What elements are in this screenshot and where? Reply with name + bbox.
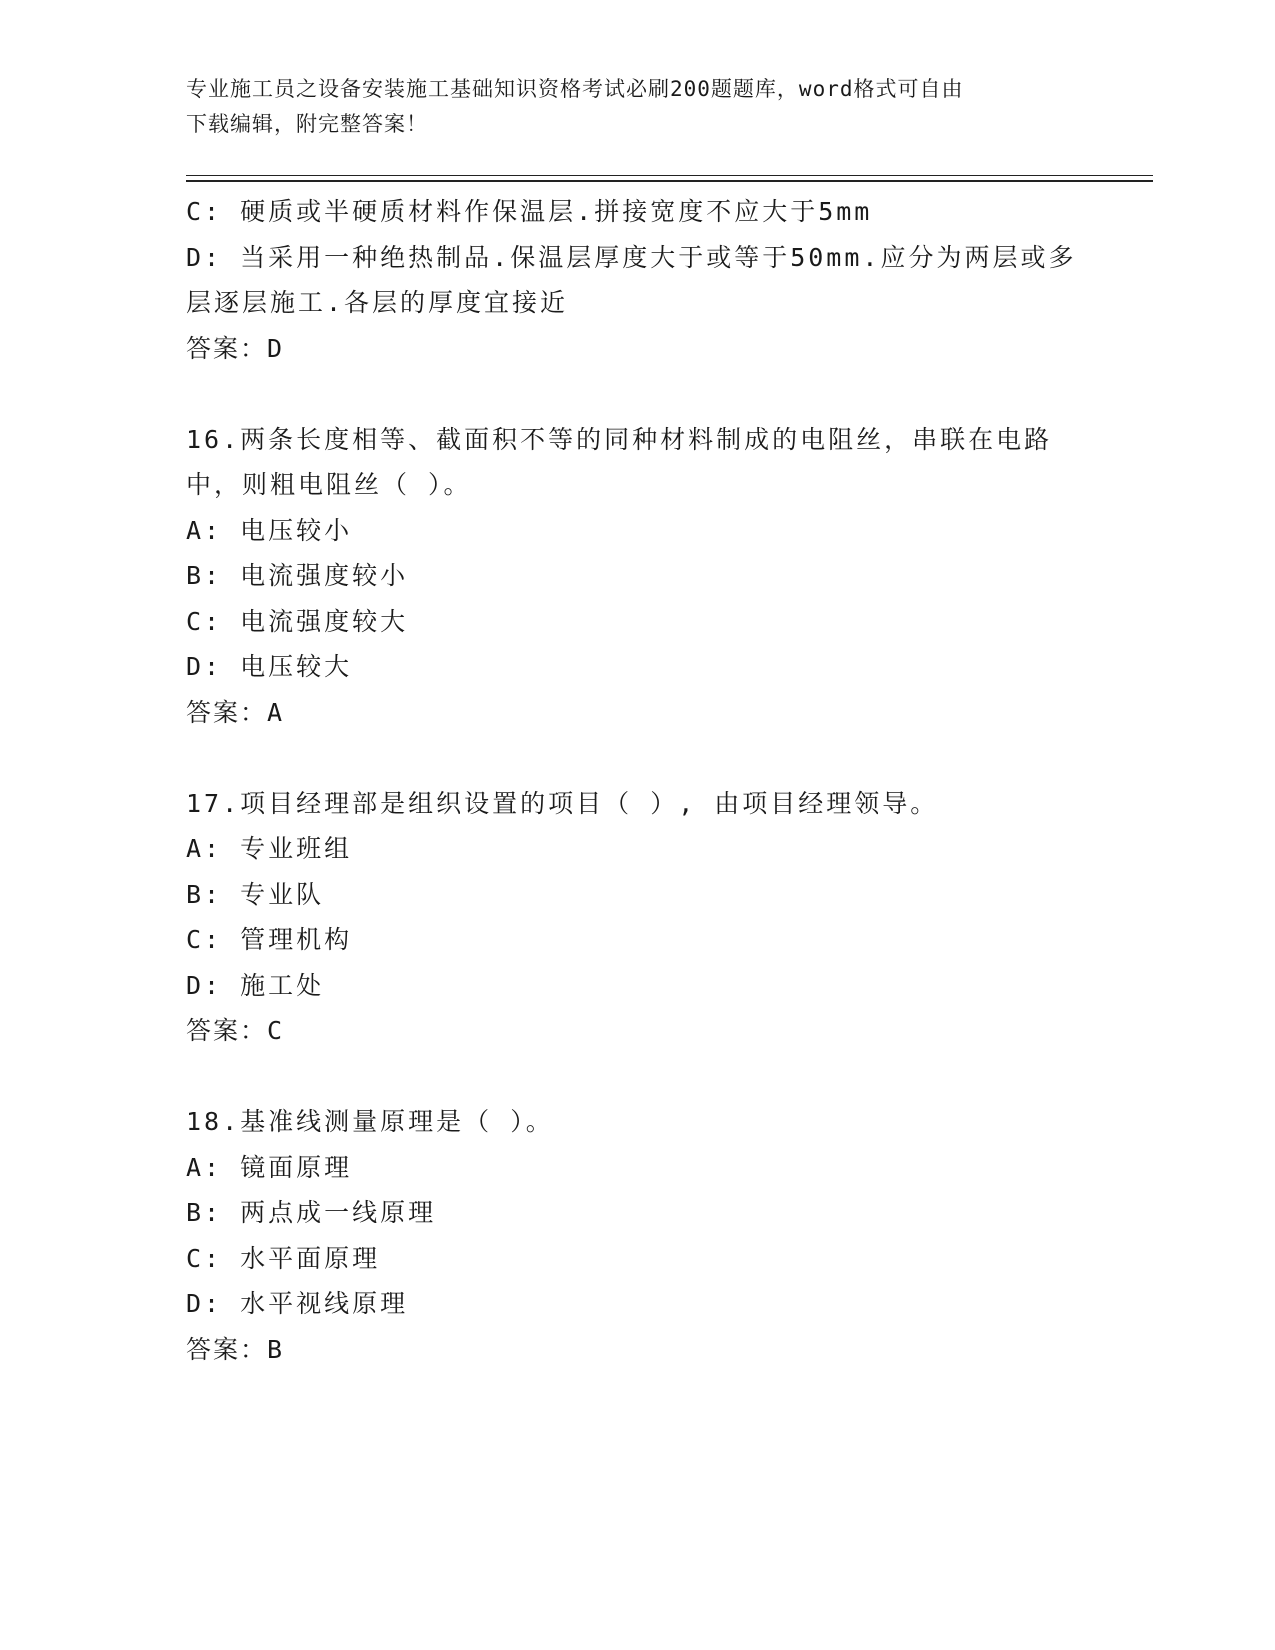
option-d: D: 施工处 [186,970,325,1000]
option-d: D: 电压较大 [186,652,353,681]
header-divider-thin [186,175,1153,176]
answer: 答案：B [186,1334,285,1364]
question-content [186,189,1086,1372]
question-stem-line-1: 16.两条长度相等、截面积不等的同种材料制成的电阻丝，串联在电路 [186,424,1053,454]
option-b: B: 两点成一线原理 [186,1198,437,1227]
option-d-line-2: 层逐层施工.各层的厚度宜接近 [186,288,569,317]
option-d: D: 水平视线原理 [186,1289,409,1318]
question-15-continuation [186,189,1086,371]
option-b: B: 专业队 [186,879,325,909]
option-c: C: 水平面原理 [186,1243,381,1273]
question-16 [186,417,1086,736]
option-b: B: 电流强度较小 [186,561,409,590]
header-line-2: 下载编辑，附完整答案！ [186,112,428,136]
answer: 答案：D [186,333,285,363]
answer: 答案：A [186,697,285,727]
option-d-line-1: D: 当采用一种绝热制品.保温层厚度大于或等于50mm.应分为两层或多 [186,242,1077,272]
option-c: C: 硬质或半硬质材料作保温层.拼接宽度不应大于5mm [186,197,873,226]
header-divider-thick [186,180,1153,182]
question-18 [186,1099,1086,1372]
spacer [186,735,1086,781]
option-c: C: 电流强度较大 [186,606,409,636]
spacer [186,371,1086,417]
question-stem-line-2: 中，则粗电阻丝（ ）。 [186,470,472,499]
question-stem: 18.基准线测量原理是（ ）。 [186,1107,554,1136]
spacer [186,1054,1086,1100]
header-line-1: 专业施工员之设备安装施工基础知识资格考试必刷200题题库，word格式可自由 [186,77,964,101]
option-a: A: 镜面原理 [186,1152,353,1182]
option-c: C: 管理机构 [186,925,353,954]
question-stem: 17.项目经理部是组织设置的项目（ ）, 由项目经理领导。 [186,788,939,818]
option-a: A: 专业班组 [186,834,353,863]
question-17 [186,781,1086,1054]
document-header [186,72,1086,142]
option-a: A: 电压较小 [186,515,353,545]
answer: 答案：C [186,1016,285,1045]
